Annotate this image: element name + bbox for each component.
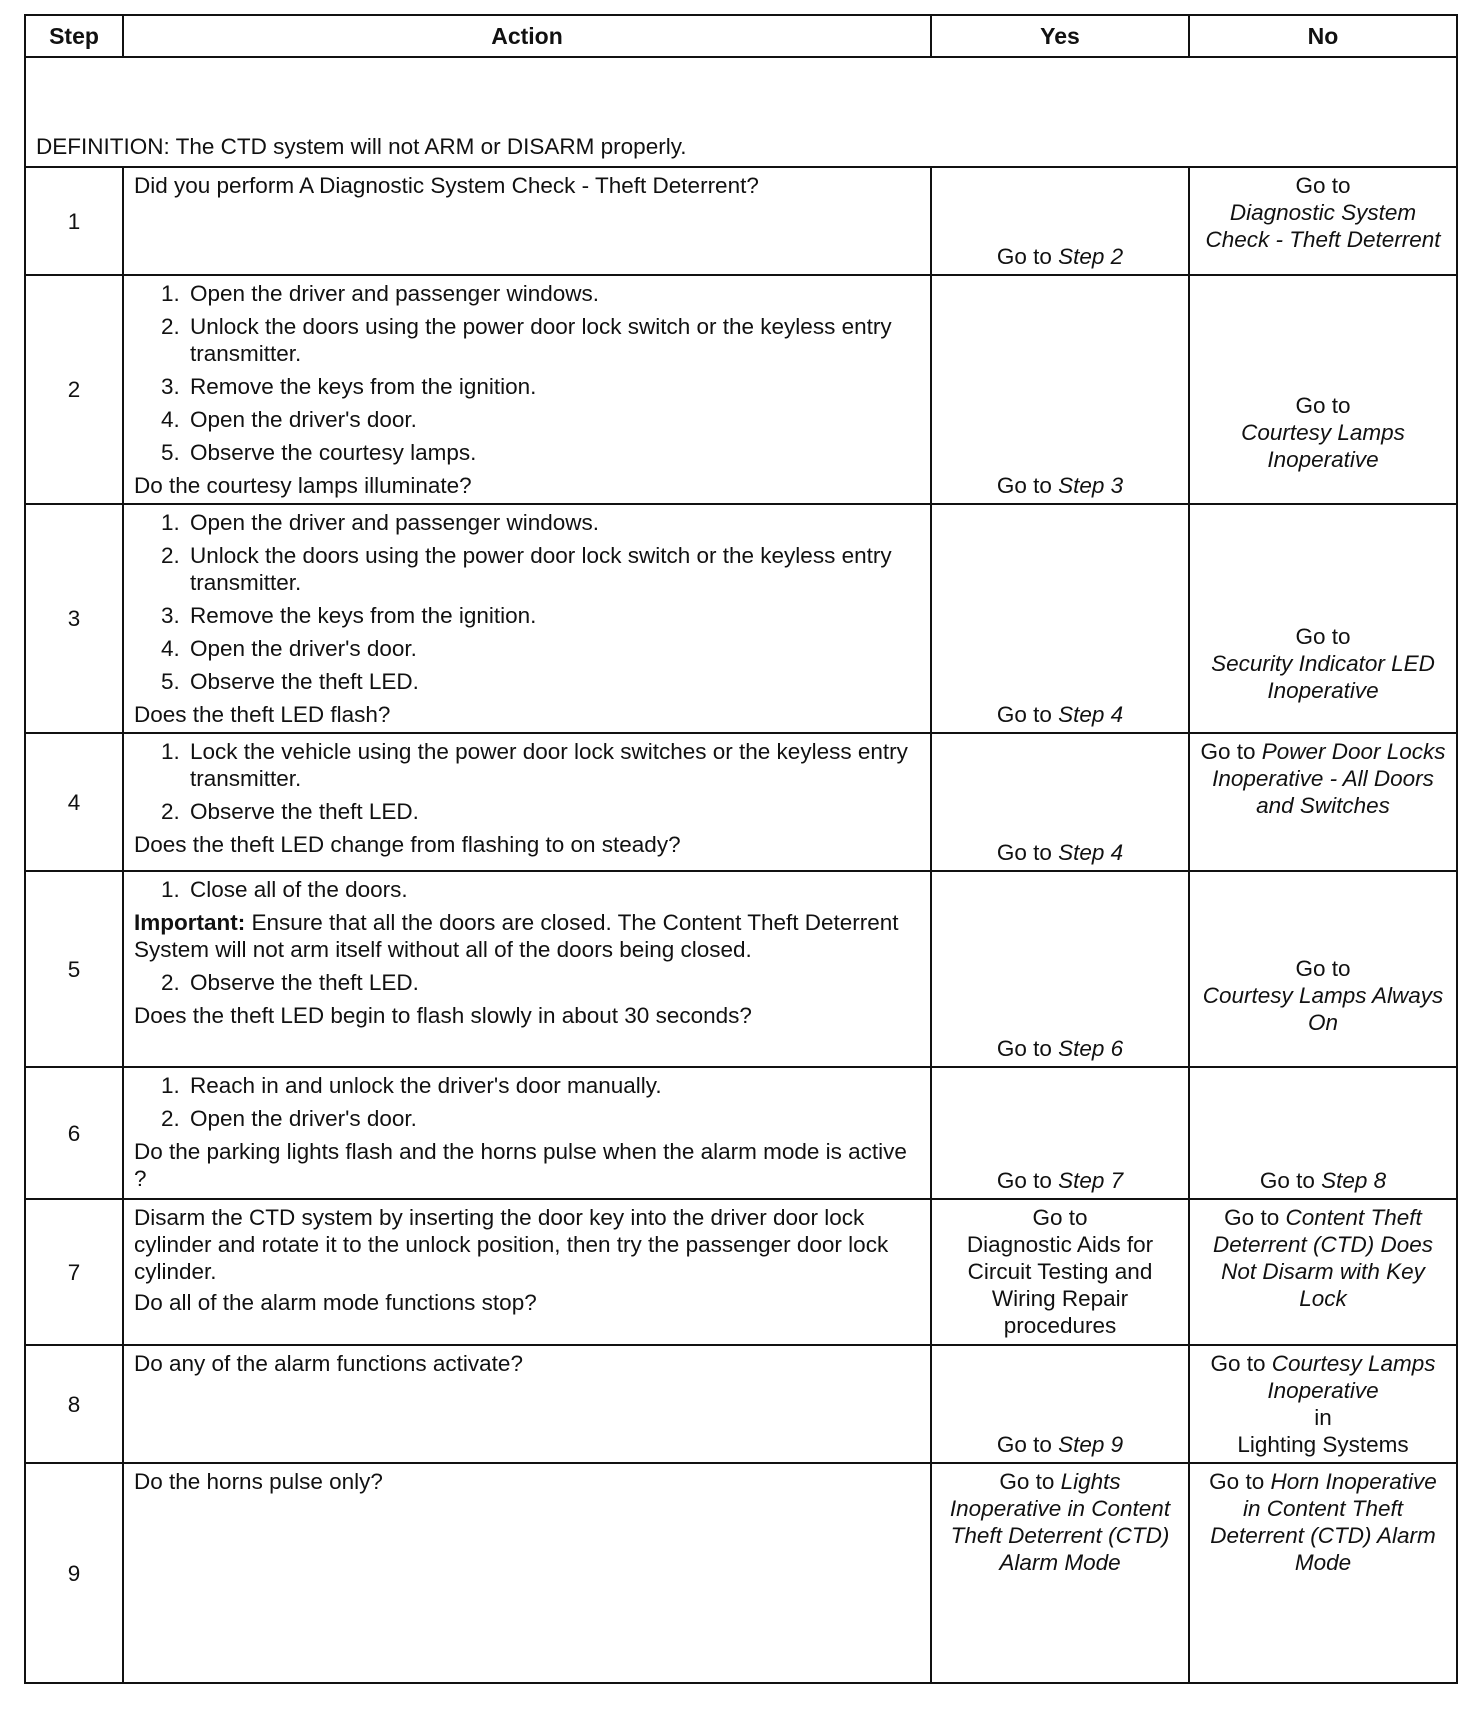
yes-cell: [931, 733, 1189, 871]
action-cell: [123, 871, 931, 1067]
question-text: Does the theft LED begin to flash slowly in about 30 seconds?: [134, 1003, 752, 1028]
step-number: 3: [25, 504, 123, 733]
table-row: [25, 167, 1457, 275]
yes-link[interactable]: Step 2: [1058, 244, 1124, 269]
no-suffix: in: [1314, 1405, 1332, 1430]
goto-prefix: Go to: [996, 702, 1052, 727]
question-text: Do any of the alarm functions activate?: [134, 1351, 523, 1376]
header-yes: Yes: [931, 15, 1189, 57]
action-list: [134, 1072, 920, 1132]
list-item: 4. Open the driver's door.: [186, 406, 920, 433]
list-item: 1. Reach in and unlock the driver's door manually.: [186, 1072, 920, 1099]
list-item: 2. Observe the theft LED.: [186, 969, 920, 996]
goto-prefix: Go to: [1259, 1168, 1315, 1193]
list-item: 2. Unlock the doors using the power door lock switch or the keyless entry transmitter.: [186, 542, 920, 596]
goto-prefix: Go to: [996, 244, 1052, 269]
no-cell: [1189, 167, 1457, 275]
yes-link[interactable]: Step 3: [1058, 473, 1124, 498]
question-text: Do the parking lights flash and the horns pulse when the alarm mode is active ?: [134, 1139, 907, 1191]
no-link[interactable]: Content Theft Deterrent (CTD) Does Not Disarm with Key Lock: [1212, 1205, 1434, 1311]
list-item: 1. Open the driver and passenger windows.: [186, 509, 920, 536]
question-text: Does the theft LED flash?: [134, 702, 391, 727]
yes-cell: [931, 1067, 1189, 1199]
step-number: 2: [25, 275, 123, 504]
yes-cell: [931, 1345, 1189, 1463]
no-link[interactable]: Step 8: [1321, 1168, 1387, 1193]
table-row: [25, 504, 1457, 733]
yes-cell: [931, 1199, 1189, 1345]
header-step: Step: [25, 15, 123, 57]
action-cell: [123, 1067, 931, 1199]
list-item: 1. Lock the vehicle using the power door lock switches or the keyless entry transmitter.: [186, 738, 920, 792]
action-cell: [123, 1345, 931, 1463]
step-number: 1: [25, 167, 123, 275]
yes-cell: [931, 1463, 1189, 1683]
table-row: [25, 1067, 1457, 1199]
no-cell: [1189, 1067, 1457, 1199]
question-text: Do all of the alarm mode functions stop?: [134, 1290, 537, 1315]
goto-prefix: Go to: [996, 473, 1052, 498]
no-link[interactable]: Courtesy Lamps Inoperative: [1241, 420, 1405, 472]
no-link[interactable]: Courtesy Lamps Inoperative: [1267, 1351, 1436, 1403]
table-row: [25, 733, 1457, 871]
yes-link[interactable]: Step 4: [1058, 840, 1124, 865]
question-text: Does the theft LED change from flashing to on steady?: [134, 832, 681, 857]
table-row: [25, 871, 1457, 1067]
step-number: 5: [25, 871, 123, 1067]
action-cell: [123, 167, 931, 275]
goto-prefix: Go to: [1224, 1205, 1280, 1230]
action-cell: [123, 733, 931, 871]
table-row: [25, 1199, 1457, 1345]
no-suffix-system[interactable]: Lighting Systems: [1237, 1432, 1409, 1457]
action-cell: [123, 1463, 931, 1683]
goto-prefix: Go to: [1295, 393, 1351, 418]
yes-link[interactable]: Diagnostic Aids for Circuit Testing and Wiring Repair procedures: [966, 1232, 1154, 1338]
list-item: 3. Remove the keys from the ignition.: [186, 602, 920, 629]
no-link[interactable]: Security Indicator LED Inoperative: [1211, 651, 1435, 703]
step-number: 4: [25, 733, 123, 871]
step-number: 9: [25, 1463, 123, 1683]
diagnostic-table-container: [24, 14, 1456, 1684]
goto-prefix: Go to: [999, 1469, 1055, 1494]
goto-prefix: Go to: [1295, 956, 1351, 981]
header-row: [25, 15, 1457, 57]
goto-prefix: Go to: [996, 1168, 1052, 1193]
no-cell: [1189, 504, 1457, 733]
question-text: Did you perform A Diagnostic System Check - Theft Deterrent?: [134, 173, 759, 198]
important-text: Ensure that all the doors are closed. The Content Theft Deterrent System will not arm itself without all of the doors being closed.: [134, 910, 899, 962]
list-item: 3. Remove the keys from the ignition.: [186, 373, 920, 400]
header-action: Action: [123, 15, 931, 57]
table-row: [25, 1463, 1457, 1683]
yes-link[interactable]: Step 4: [1058, 702, 1124, 727]
definition-text: DEFINITION: The CTD system will not ARM or DISARM properly.: [25, 57, 1457, 167]
action-list: [134, 280, 920, 466]
question-text: Do the courtesy lamps illuminate?: [134, 473, 472, 498]
no-cell: [1189, 871, 1457, 1067]
goto-prefix: Go to: [1295, 173, 1351, 198]
list-item: 2. Unlock the doors using the power door lock switch or the keyless entry transmitter.: [186, 313, 920, 367]
no-link[interactable]: Power Door Locks Inoperative - All Doors and Switches: [1212, 739, 1446, 818]
no-cell: [1189, 1463, 1457, 1683]
list-item: 2. Observe the theft LED.: [186, 798, 920, 825]
table-row: [25, 1345, 1457, 1463]
goto-prefix: Go to: [996, 1432, 1052, 1457]
step-number: 7: [25, 1199, 123, 1345]
yes-link[interactable]: Lights Inoperative in Content Theft Deterrent (CTD) Alarm Mode: [949, 1469, 1171, 1575]
goto-prefix: Go to: [1209, 1469, 1265, 1494]
step-number: 6: [25, 1067, 123, 1199]
definition-row: [25, 57, 1457, 167]
diagnostic-table: [24, 14, 1458, 1684]
list-item: 2. Open the driver's door.: [186, 1105, 920, 1132]
action-text: Disarm the CTD system by inserting the door key into the driver door lock cylinder and rotate it to the unlock position, then try the passenger door lock cylinder.: [134, 1205, 889, 1284]
yes-link[interactable]: Step 9: [1058, 1432, 1124, 1457]
yes-link[interactable]: Step 6: [1058, 1036, 1124, 1061]
goto-prefix: Go to: [1210, 1351, 1266, 1376]
action-list: [134, 969, 920, 996]
list-item: 1. Open the driver and passenger windows.: [186, 280, 920, 307]
no-cell: [1189, 1199, 1457, 1345]
no-link[interactable]: Diagnostic System Check - Theft Deterrent: [1205, 200, 1441, 252]
no-cell: [1189, 1345, 1457, 1463]
list-item: 1. Close all of the doors.: [186, 876, 920, 903]
list-item: 5. Observe the theft LED.: [186, 668, 920, 695]
important-note: [134, 909, 920, 963]
action-cell: [123, 1199, 931, 1345]
action-list: [134, 509, 920, 695]
goto-prefix: Go to: [996, 840, 1052, 865]
action-cell: [123, 275, 931, 504]
goto-prefix: Go to: [996, 1036, 1052, 1061]
list-item: 4. Open the driver's door.: [186, 635, 920, 662]
action-list: [134, 876, 920, 903]
action-list: [134, 738, 920, 825]
goto-prefix: Go to: [1032, 1205, 1088, 1230]
table-row: [25, 275, 1457, 504]
no-cell: [1189, 275, 1457, 504]
yes-cell: [931, 167, 1189, 275]
yes-cell: [931, 871, 1189, 1067]
yes-link[interactable]: Step 7: [1058, 1168, 1124, 1193]
no-link[interactable]: Horn Inoperative in Content Theft Deterrent (CTD) Alarm Mode: [1210, 1469, 1437, 1575]
list-item: 5. Observe the courtesy lamps.: [186, 439, 920, 466]
yes-cell: [931, 504, 1189, 733]
no-cell: [1189, 733, 1457, 871]
header-no: No: [1189, 15, 1457, 57]
action-cell: [123, 504, 931, 733]
step-number: 8: [25, 1345, 123, 1463]
goto-prefix: Go to: [1295, 624, 1351, 649]
important-label: Important:: [134, 910, 246, 935]
question-text: Do the horns pulse only?: [134, 1469, 383, 1494]
no-link[interactable]: Courtesy Lamps Always On: [1202, 983, 1444, 1035]
goto-prefix: Go to: [1200, 739, 1256, 764]
yes-cell: [931, 275, 1189, 504]
